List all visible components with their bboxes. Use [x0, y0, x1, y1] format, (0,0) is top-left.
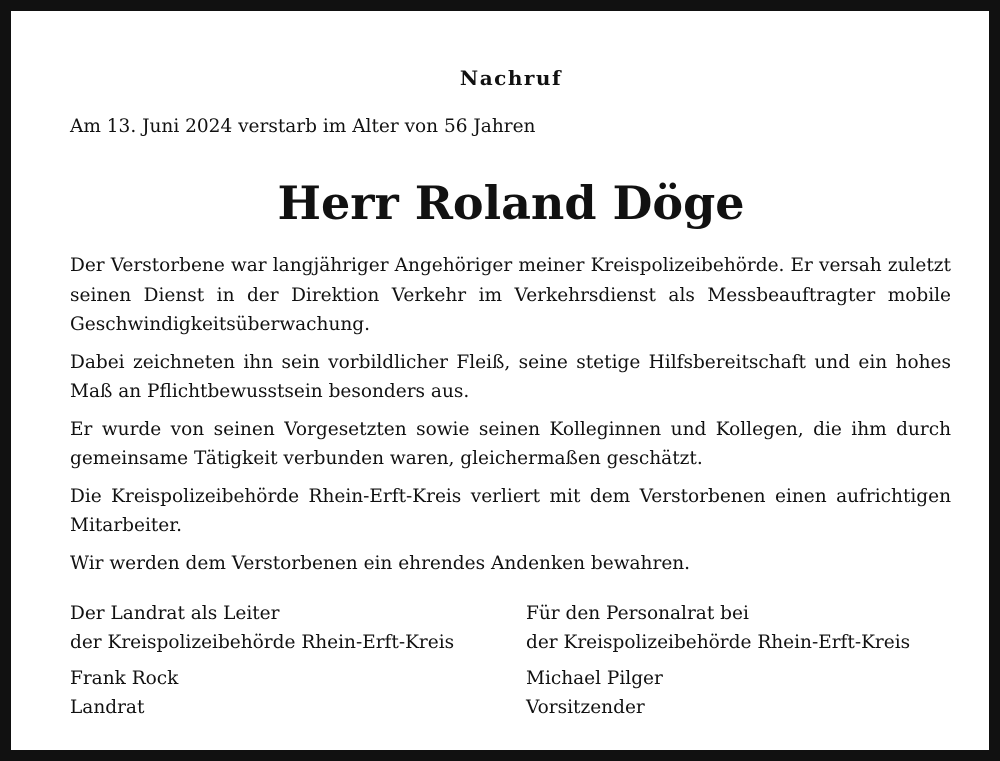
signature-role-line1: Für den Personalrat bei [526, 603, 749, 624]
signature-block-right [526, 599, 910, 722]
signature-title: Landrat [70, 697, 145, 718]
paragraph-colleagues: Er wurde von seinen Vorgesetzten sowie seinen Kolleginnen und Kollegen, die ihm durch gemeinsame Tätigkeit verbunden waren, gleichermaßen geschätzt. [70, 418, 951, 469]
notice-body [70, 251, 951, 586]
paragraph-qualities: Dabei zeichneten ihn sein vorbildlicher Fleiß, seine stetige Hilfsbereitschaft und ein hohes Maß an Pflichtbewusstsein besonders aus. [70, 351, 951, 402]
signature-role-line2: der Kreispolizeibehörde Rhein-Erft-Kreis [70, 632, 455, 653]
signature-role-line2: der Kreispolizeibehörde Rhein-Erft-Kreis [526, 632, 911, 653]
paragraph-loss: Die Kreispolizeibehörde Rhein-Erft-Kreis verliert mit dem Verstorbenen einen aufrichtigen Mitarbeiter. [70, 485, 951, 536]
signature-title: Vorsitzender [526, 697, 645, 718]
signature-block-left [70, 599, 454, 722]
signature-spacer [526, 657, 910, 664]
signature-name: Frank Rock [70, 668, 179, 689]
paragraph-remembrance: Wir werden dem Verstorbenen ein ehrendes Andenken bewahren. [70, 552, 691, 574]
signature-spacer [70, 657, 454, 664]
notice-heading: Nachruf [459, 66, 563, 90]
intro-line: Am 13. Juni 2024 verstarb im Alter von 56 Jahren [70, 116, 536, 137]
deceased-name: Herr Roland Döge [277, 176, 745, 230]
signature-role-line1: Der Landrat als Leiter [70, 603, 280, 624]
paragraph-service: Der Verstorbene war langjähriger Angehöriger meiner Kreispolizeibehörde. Er versah zuletzt seinen Dienst in der Direktion Verkehr im Verkehrsdienst als Messbeauftragter mobile Geschwindigkeitsüberwachung. [70, 255, 951, 335]
signature-name: Michael Pilger [526, 668, 663, 689]
